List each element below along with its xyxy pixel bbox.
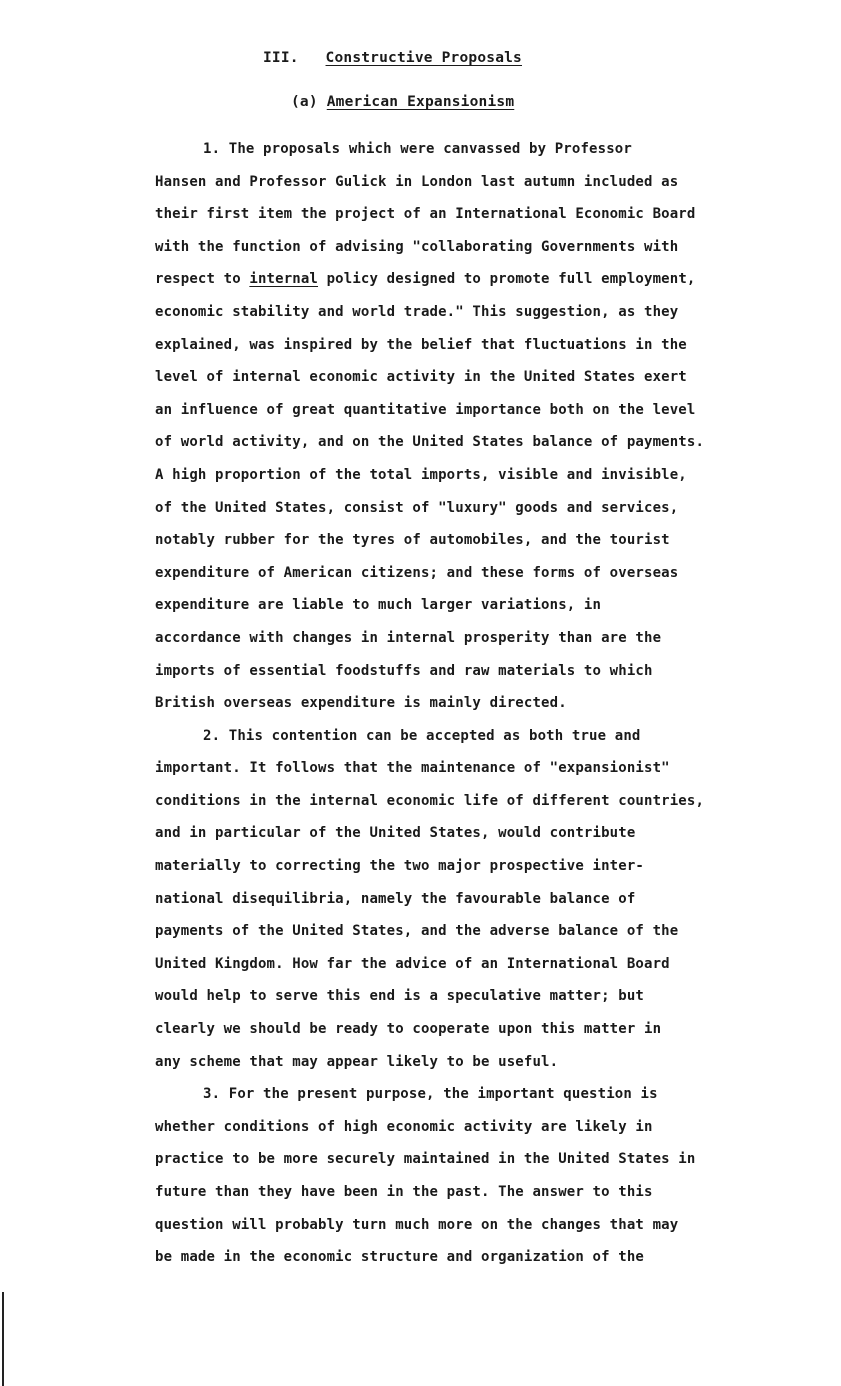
text-line: practice to be more securely maintained in the United States in (155, 1151, 696, 1168)
text-line: United Kingdom. How far the advice of an International Board (155, 955, 670, 972)
text-line: materially to correcting the two major prospective inter- (155, 858, 644, 875)
subsection-heading (291, 94, 514, 110)
text-segment: respect to (155, 271, 250, 288)
text-line: Hansen and Professor Gulick in London last autumn included as (155, 173, 679, 190)
text-segment: policy designed to promote full employment, (318, 271, 696, 288)
text-line: clearly we should be ready to cooperate upon this matter in (155, 1021, 662, 1038)
text-line: economic stability and world trade." This suggestion, as they (155, 303, 679, 320)
margin-edge-mark (2, 1292, 4, 1386)
text-line: national disequilibria, namely the favourable balance of (155, 890, 636, 907)
section-title: Constructive Proposals (325, 50, 522, 66)
text-line: whether conditions of high economic activity are likely in (155, 1118, 653, 1135)
text-line: level of internal economic activity in the United States exert (155, 369, 687, 386)
text-line: with the function of advising "collaborating Governments with (155, 238, 679, 255)
subsection-prefix: (a) (291, 94, 318, 110)
text-line: A high proportion of the total imports, visible and invisible, (155, 466, 687, 483)
text-line: any scheme that may appear likely to be useful. (155, 1053, 559, 1070)
section-heading (263, 50, 522, 66)
text-line: British overseas expenditure is mainly directed. (155, 695, 567, 712)
underlined-word: internal (249, 271, 319, 288)
text-line: of the United States, consist of "luxury" goods and services, (155, 499, 679, 516)
text-line: 3. For the present purpose, the important question is (203, 1086, 658, 1103)
text-line: expenditure are liable to much larger variations, in (155, 597, 602, 614)
text-line: imports of essential foodstuffs and raw materials to which (155, 662, 653, 679)
text-line: conditions in the internal economic life of different countries, (155, 792, 705, 809)
text-line: 1. The proposals which were canvassed by Professor (203, 141, 632, 157)
text-line: of world activity, and on the United States balance of payments. (155, 434, 705, 451)
text-line: would help to serve this end is a speculative matter; but (155, 988, 644, 1005)
text-line: question will probably turn much more on the changes that may (155, 1216, 679, 1233)
text-line: an influence of great quantitative importance both on the level (155, 401, 696, 418)
text-line: accordance with changes in internal prosperity than are the (155, 629, 662, 646)
text-line: expenditure of American citizens; and these forms of overseas (155, 564, 679, 581)
text-line (155, 263, 795, 296)
text-line: payments of the United States, and the adverse balance of the (155, 923, 679, 940)
subsection-title: American Expansionism (326, 94, 515, 110)
text-line: 2. This contention can be accepted as both true and (203, 727, 641, 744)
text-line: be made in the economic structure and organization of the (155, 1249, 644, 1266)
body-text (155, 133, 795, 1274)
text-line: and in particular of the United States, would contribute (155, 825, 636, 842)
section-number: III. (263, 50, 299, 66)
text-line: explained, was inspired by the belief that fluctuations in the (155, 336, 687, 353)
text-line: their first item the project of an International Economic Board (155, 206, 696, 223)
text-line: future than they have been in the past. The answer to this (155, 1184, 653, 1200)
text-line: important. It follows that the maintenance of "expansionist" (155, 760, 670, 777)
text-line: notably rubber for the tyres of automobiles, and the tourist (155, 532, 670, 549)
